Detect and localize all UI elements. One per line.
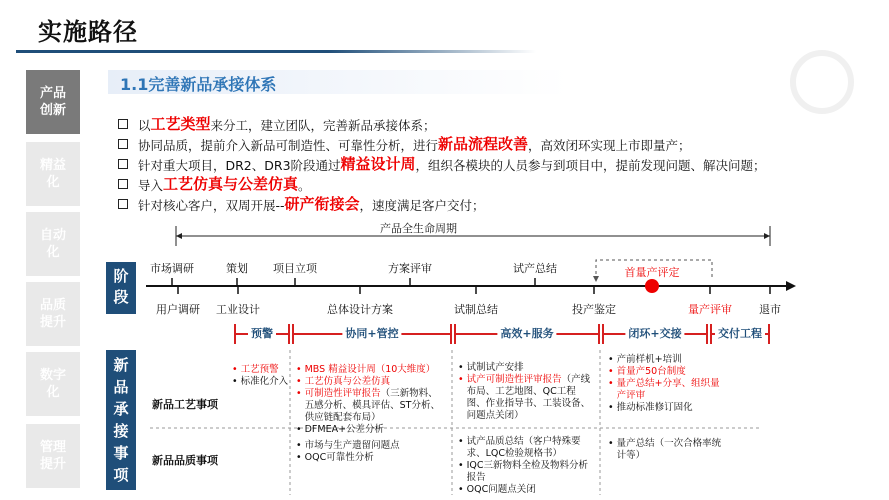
timeline-bottom-label: 量产评审: [688, 303, 732, 316]
timeline-bottom-label: 试制总结: [454, 303, 498, 316]
bullet-emphasis: 精益设计周: [340, 155, 416, 173]
timeline-top-label: 方案评审: [388, 262, 432, 275]
bullet-emphasis: 工艺类型: [150, 115, 211, 133]
bullet-text: 。: [298, 178, 311, 193]
matrix-cell: [296, 440, 446, 464]
bullet-text: ，速度满足客户交付；: [359, 198, 485, 213]
bullet-dot-icon: •: [608, 378, 614, 389]
cell-item-text: 试制试产安排: [466, 362, 524, 373]
timeline-top-label: 策划: [226, 262, 248, 275]
cell-item-text: 推动标准修订固化: [616, 402, 693, 413]
cell-item-text: 标准化介入: [240, 376, 289, 387]
cell-item-text: 首量产50台制度: [616, 366, 686, 377]
matrix-cell: [458, 436, 594, 496]
bullet-dot-icon: •: [458, 374, 464, 385]
stage-label: 阶段: [113, 267, 129, 306]
bullet-text: 来分工，建立团队，完善新品承接体系；: [210, 118, 436, 133]
bullet-dot-icon: •: [458, 436, 464, 447]
page-title: 实施路径: [38, 18, 138, 46]
section-title: 1.1完善新品承接体系: [120, 75, 277, 94]
bullet-dot-icon: •: [458, 460, 464, 471]
bullet-text: 针对重大项目，DR2、DR3阶段通过: [138, 158, 341, 173]
phase-bar: [454, 324, 600, 344]
timeline-top-label: 市场调研: [150, 262, 194, 275]
timeline-arrow-icon: [786, 281, 796, 291]
phase-label: 协同+管控: [342, 325, 401, 341]
matrix-cell: [608, 438, 726, 462]
phase-bar: [234, 324, 290, 344]
cell-item-text: 市场与生产遗留问题点: [304, 440, 400, 451]
cell-item-text: OQC问题点关闭: [466, 484, 536, 495]
bullet-text: 协同品质，提前介入新品可制造性、可靠性分析，进行: [138, 138, 439, 153]
bullet-text: ，组织各模块的人员参与到项目中，提前发现问题、解决问题；: [415, 158, 766, 173]
timeline-top-label: 试产总结: [513, 262, 557, 275]
cell-item-text: 可制造性评审报告: [304, 388, 381, 399]
bullet-text: ，高效闭环实现上市即量产；: [528, 138, 691, 153]
cell-item-text: MBS 精益设计周（10大维度）: [304, 364, 436, 375]
lifecycle-label: 产品全生命周期: [380, 222, 457, 235]
sidebar-item-label: 数字化: [39, 368, 66, 400]
bullet-text: 以: [138, 118, 151, 133]
sidebar-item-label: 管理提升: [39, 440, 66, 472]
bullet-dot-icon: •: [296, 452, 302, 463]
stage-label-box: [106, 262, 136, 314]
cell-item-text: 试产品质总结（客户特殊要求、LQC检验规格书）: [466, 436, 581, 459]
cell-item-text: 试产可制造性评审报告: [466, 374, 562, 385]
sidebar-item-label: 精益化: [39, 158, 66, 190]
timeline-bottom-label: 用户调研: [156, 303, 200, 316]
phase-label: 闭环+交接: [625, 325, 684, 341]
cell-item-text: DFMEA+公差分析: [304, 424, 385, 435]
bullet-dot-icon: •: [296, 376, 302, 387]
bullet-text: 导入: [138, 178, 164, 193]
sidebar-item-label: 自动化: [39, 228, 66, 260]
cell-item-text: 量产总结+分享、组织量产评审: [616, 378, 720, 401]
bullet-dot-icon: •: [458, 484, 464, 495]
cell-item-detail: （三新物料、五感分析、模具评估、ST分析、供应链配套布局）: [304, 388, 440, 423]
bullet-dot-icon: •: [296, 364, 302, 375]
cell-item-text: OQC可靠性分析: [304, 452, 374, 463]
cell-item-text: 量产总结（一次合格率统计等）: [616, 438, 722, 461]
matrix-cell: [232, 364, 290, 388]
cell-item-text: 工艺预警: [240, 364, 279, 375]
phase-label: 预警: [248, 325, 276, 341]
matrix-row-label: 新品承接事项: [113, 356, 129, 484]
row-label-quality: 新品品质事项: [152, 454, 218, 467]
cell-item-text: 工艺仿真与公差仿真: [304, 376, 391, 387]
phase-label: 高效+服务: [497, 325, 556, 341]
matrix-label-box: [106, 350, 136, 490]
cell-item-text: IQC三新物料全检及物料分析报告: [466, 460, 589, 483]
bullet-dot-icon: •: [232, 376, 238, 387]
timeline-bottom-label: 总体设计方案: [327, 303, 393, 316]
bullet-dot-icon: •: [296, 388, 302, 399]
sidebar-item-label: 品质提升: [39, 298, 66, 330]
bullet-dot-icon: •: [608, 366, 614, 377]
bullet-text: 针对核心客户，双周开展--: [138, 198, 285, 213]
phase-bar: [710, 324, 770, 344]
milestone-label: 首量产评定: [624, 266, 680, 279]
bullet-emphasis: 工艺仿真与公差仿真: [163, 175, 299, 193]
bullet-dot-icon: •: [608, 438, 614, 449]
timeline-bottom-label: 投产鉴定: [572, 303, 616, 316]
bullet-dot-icon: •: [458, 362, 464, 373]
phase-bar: [292, 324, 452, 344]
bullet-dot-icon: •: [608, 354, 614, 365]
bullet-dot-icon: •: [296, 440, 302, 451]
timeline-bottom-label: 退市: [759, 303, 781, 316]
milestone-dot: [645, 279, 659, 293]
bullet-dot-icon: •: [232, 364, 238, 375]
matrix-cell: [608, 354, 726, 414]
phase-label: 交付工程: [715, 325, 765, 341]
bullet-dot-icon: •: [296, 424, 302, 435]
cell-item-detail: （产线布局、工艺地图、QC工程图、作业指导书、工装设备、问题点关闭）: [466, 374, 591, 421]
timeline-top-label: 项目立项: [273, 262, 317, 275]
bullet-emphasis: 新品流程改善: [438, 135, 529, 153]
timeline-bottom-label: 工业设计: [216, 303, 260, 316]
bullet-emphasis: 研产衔接会: [284, 195, 360, 213]
matrix-cell: [296, 364, 446, 436]
row-label-process: 新品工艺事项: [152, 398, 218, 411]
cell-item-text: 产前样机+培训: [616, 354, 682, 365]
matrix-cell: [458, 362, 594, 422]
phase-bar: [602, 324, 708, 344]
bullet-dot-icon: •: [608, 402, 614, 413]
sidebar-item-label: 产品创新: [39, 86, 66, 118]
